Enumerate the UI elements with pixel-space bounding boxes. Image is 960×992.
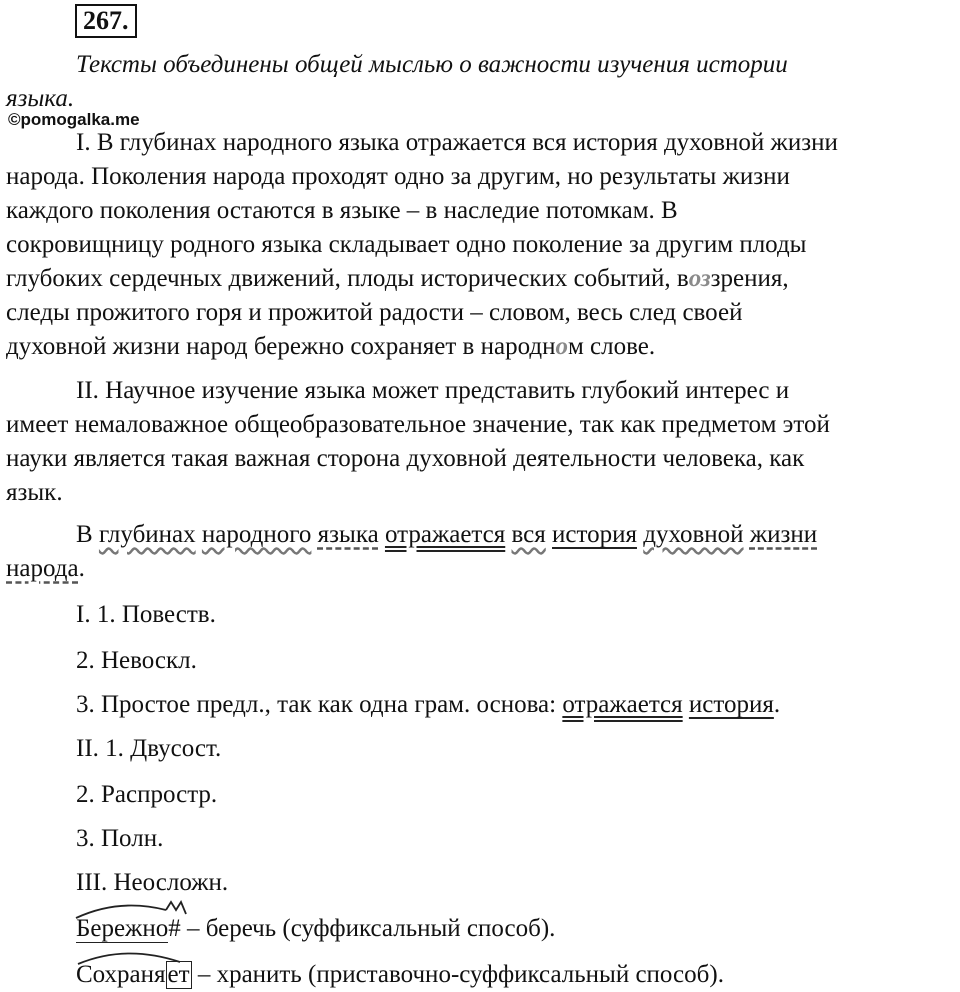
- word1-derivation: – беречь (суффиксальный способ).: [180, 915, 556, 942]
- analysis-line-2: 2. Невоскл.: [76, 647, 197, 674]
- parsed-sentence-line-2: [6, 552, 85, 586]
- word1-ending: #: [168, 915, 181, 942]
- sentence-dot: .: [78, 555, 85, 582]
- word-zhizni: жизни: [749, 521, 818, 548]
- text1-line-4: сокровищницу родного языка складывает одно поколение за другим плоды: [6, 231, 807, 258]
- analysis-line-5: 2. Распростр.: [76, 781, 218, 808]
- text1-line-5-part-c: зрения,: [710, 265, 789, 292]
- watermark: ©pomogalka.me: [8, 110, 140, 129]
- word-narodnogo: народного: [201, 521, 312, 548]
- word-naroda: народа: [6, 555, 79, 582]
- morph-word-berezhno: [76, 912, 181, 946]
- analysis-line-1: I. 1. Повеств.: [76, 601, 216, 628]
- text1-line-7-part-c: м слове.: [567, 333, 656, 360]
- word-glubinah: глубинах: [98, 521, 196, 548]
- intro-line-2: языка.: [6, 85, 75, 112]
- word-v: В: [76, 521, 93, 548]
- root-arc-icon: [74, 900, 194, 920]
- inserted-letter-o: о: [555, 333, 568, 360]
- text2-line-4: язык.: [6, 479, 63, 506]
- subject: история: [688, 691, 774, 718]
- word-otrazhaetsya: отражается: [384, 521, 506, 548]
- text2-line-3: науки является такая важная сторона духовной деятельности человека, как: [6, 445, 805, 472]
- word2-derivation: – хранить (приставочно-суффиксальный способ).: [191, 961, 724, 988]
- parsed-sentence-line-1: [76, 518, 817, 552]
- word1-root: Бережно: [76, 915, 169, 942]
- word-istoriya: история: [552, 521, 637, 548]
- text1-line-7-part-a: духовной жизни народ бережно сохраняет в народн: [6, 333, 556, 360]
- text1-line-2: народа. Поколения народа проходят одно за другим, но результаты жизни: [6, 163, 790, 190]
- predicate: отражается: [562, 691, 683, 718]
- text2-line-2: имеет немаловажное общеобразовательное значение, так как предметом этой: [6, 411, 830, 438]
- text1-line-7: [6, 330, 655, 364]
- exercise-number: 267.: [75, 4, 137, 38]
- morph-line-1: [76, 912, 555, 946]
- analysis-line-7: III. Неосложн.: [76, 869, 229, 896]
- text1-line-1: I. В глубинах народного языка отражается вся история духовной жизни: [76, 129, 838, 156]
- intro-line-1: Тексты объединены общей мыслью о важности изучения истории: [76, 51, 788, 78]
- text2-line-1: II. Научное изучение языка может представить глубокий интерес и: [76, 377, 790, 404]
- morph-line-2: [76, 958, 724, 992]
- root-arc-icon: [76, 948, 196, 968]
- morph-word-sokhranyaet: [76, 958, 192, 992]
- word-vsya: вся: [511, 521, 546, 548]
- text1-line-5-part-a: глубоких сердечных движений, плоды исторических событий, в: [6, 265, 689, 292]
- text1-line-5: [6, 262, 789, 296]
- analysis-line-3-dot: .: [773, 691, 781, 718]
- analysis-line-6: 3. Полн.: [76, 825, 164, 852]
- inserted-letters-oz: оз: [688, 265, 711, 292]
- word-duhovnoy: духовной: [643, 521, 744, 548]
- analysis-line-3-text: 3. Простое предл., так как одна грам. основа:: [76, 691, 557, 718]
- text1-line-6: следы прожитого горя и прожитой радости – словом, весь след своей: [6, 299, 743, 326]
- word2-ending: ет: [167, 961, 190, 988]
- analysis-line-3: [76, 688, 780, 722]
- word-yazyka: языка: [317, 521, 379, 548]
- text1-line-3: каждого поколения остаются в языке – в наследие потомкам. В: [6, 197, 678, 224]
- word2-root: Сохраня: [76, 961, 166, 988]
- analysis-line-4: II. 1. Двусост.: [76, 735, 222, 762]
